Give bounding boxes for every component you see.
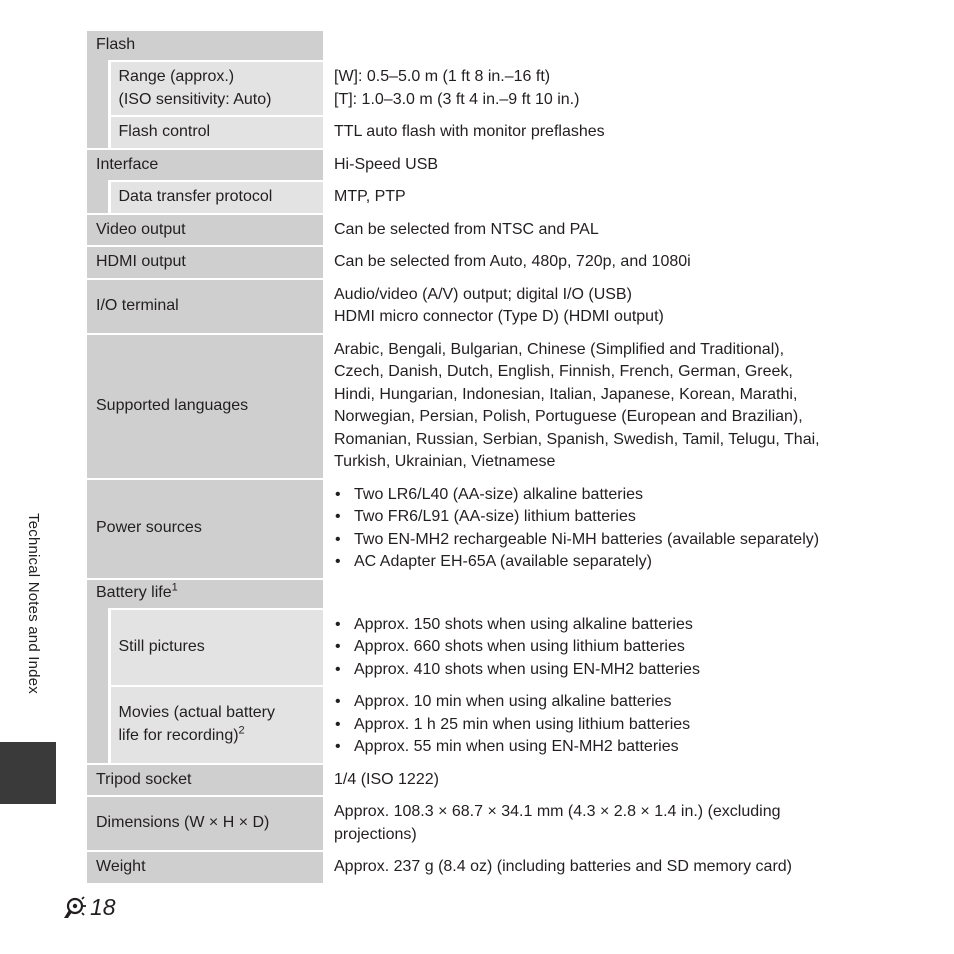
technical-notes-section-icon xyxy=(60,893,88,921)
spec-value: 1/4 (ISO 1222) xyxy=(324,764,887,797)
bullet-list xyxy=(334,614,887,682)
spec-label: Battery life$^1$ xyxy=(87,579,324,609)
spec-row-battery-life xyxy=(87,579,887,609)
list-item: • Two FR6/L91 (AA-size) lithium batteries xyxy=(334,506,887,529)
spec-value xyxy=(324,579,887,609)
spec-label: Movies (actual battery life for recording)$^2$ xyxy=(109,686,324,764)
spec-label: I/O terminal xyxy=(87,279,324,334)
spec-value xyxy=(324,686,887,764)
spec-label: Weight xyxy=(87,851,324,883)
spec-value xyxy=(324,31,887,61)
spec-row-data-transfer xyxy=(87,181,887,214)
footnote-marker: 1 xyxy=(171,581,178,594)
footnote-marker: 2 xyxy=(238,724,245,737)
list-item: • Approx. 1 h 25 min when using lithium batteries xyxy=(334,714,887,737)
spec-value xyxy=(324,609,887,687)
spec-value: Can be selected from Auto, 480p, 720p, and 1080i xyxy=(324,246,887,279)
spec-row-video-output xyxy=(87,214,887,247)
spec-label: Range (approx.) (ISO sensitivity: Auto) xyxy=(109,61,324,116)
spec-label: Power sources xyxy=(87,479,324,579)
list-item: • Approx. 410 shots when using EN-MH2 batteries xyxy=(334,659,887,682)
spec-row-flash xyxy=(87,31,887,61)
page-number xyxy=(60,892,116,922)
spec-row-weight xyxy=(87,851,887,883)
spec-value: Approx. 108.3 × 68.7 × 34.1 mm (4.3 × 2.8 × 1.4 in.) (excluding projections) xyxy=(324,796,887,851)
spec-value: Can be selected from NTSC and PAL xyxy=(324,214,887,247)
spec-row-power-sources xyxy=(87,479,887,579)
indent-bar xyxy=(87,181,109,214)
bullet-list xyxy=(334,691,887,759)
spec-row-dimensions xyxy=(87,796,887,851)
spec-value: [W]: 0.5–5.0 m (1 ft 8 in.–16 ft) [T]: 1.0–3.0 m (3 ft 4 in.–9 ft 10 in.) xyxy=(324,61,887,116)
indent-bar xyxy=(87,61,109,116)
spec-label: Supported languages xyxy=(87,334,324,479)
spec-row-languages xyxy=(87,334,887,479)
bullet-list xyxy=(334,484,887,574)
list-item: • AC Adapter EH-65A (available separately) xyxy=(334,551,887,574)
list-item: • Approx. 150 shots when using alkaline batteries xyxy=(334,614,887,637)
spec-value: TTL auto flash with monitor preflashes xyxy=(324,116,887,149)
spec-label: HDMI output xyxy=(87,246,324,279)
spec-row-tripod-socket xyxy=(87,764,887,797)
spec-label: Tripod socket xyxy=(87,764,324,797)
spec-label: Video output xyxy=(87,214,324,247)
spec-value: Arabic, Bengali, Bulgarian, Chinese (Simplified and Traditional), Czech, Danish, Dutch, English, Finnish, French, German, Greek, Hindi, Hungarian, Indonesian, Italian, Japanese, Korean, Marathi, Norwegian, Persian, Polish, Portuguese (European and Brazilian), Romanian, Russian, Serbian, Spanish, Swedish, Tamil, Telugu, Thai, Turkish, Ukrainian, Vietnamese xyxy=(324,334,887,479)
spec-row-still-pictures xyxy=(87,609,887,687)
specifications-table xyxy=(87,31,887,883)
list-item: • Approx. 55 min when using EN-MH2 batteries xyxy=(334,736,887,759)
spec-row-interface xyxy=(87,149,887,182)
spec-label: Interface xyxy=(87,149,324,182)
spec-value: Audio/video (A/V) output; digital I/O (USB) HDMI micro connector (Type D) (HDMI output) xyxy=(324,279,887,334)
page-number-value: 18 xyxy=(90,893,116,920)
spec-value xyxy=(324,479,887,579)
spec-label: Flash control xyxy=(109,116,324,149)
list-item: • Two EN-MH2 rechargeable Ni-MH batteries (available separately) xyxy=(334,529,887,552)
spec-row-flash-control xyxy=(87,116,887,149)
spec-row-movies xyxy=(87,686,887,764)
spec-label: Dimensions (W × H × D) xyxy=(87,796,324,851)
spec-row-io-terminal xyxy=(87,279,887,334)
spec-value: Hi-Speed USB xyxy=(324,149,887,182)
indent-bar xyxy=(87,609,109,687)
spec-label: Still pictures xyxy=(109,609,324,687)
spec-value: MTP, PTP xyxy=(324,181,887,214)
indent-bar xyxy=(87,686,109,764)
spec-value: Approx. 237 g (8.4 oz) (including batteries and SD memory card) xyxy=(324,851,887,883)
side-section-tab xyxy=(0,503,56,804)
side-tab-marker xyxy=(0,742,56,804)
spec-label: Data transfer protocol xyxy=(109,181,324,214)
list-item: • Approx. 10 min when using alkaline batteries xyxy=(334,691,887,714)
list-item: • Two LR6/L40 (AA-size) alkaline batteries xyxy=(334,484,887,507)
spec-row-hdmi-output xyxy=(87,246,887,279)
list-item: • Approx. 660 shots when using lithium batteries xyxy=(334,636,887,659)
indent-bar xyxy=(87,116,109,149)
side-tab-label: Technical Notes and Index xyxy=(25,513,42,694)
spec-row-flash-range xyxy=(87,61,887,116)
spec-label: Flash xyxy=(87,31,324,61)
